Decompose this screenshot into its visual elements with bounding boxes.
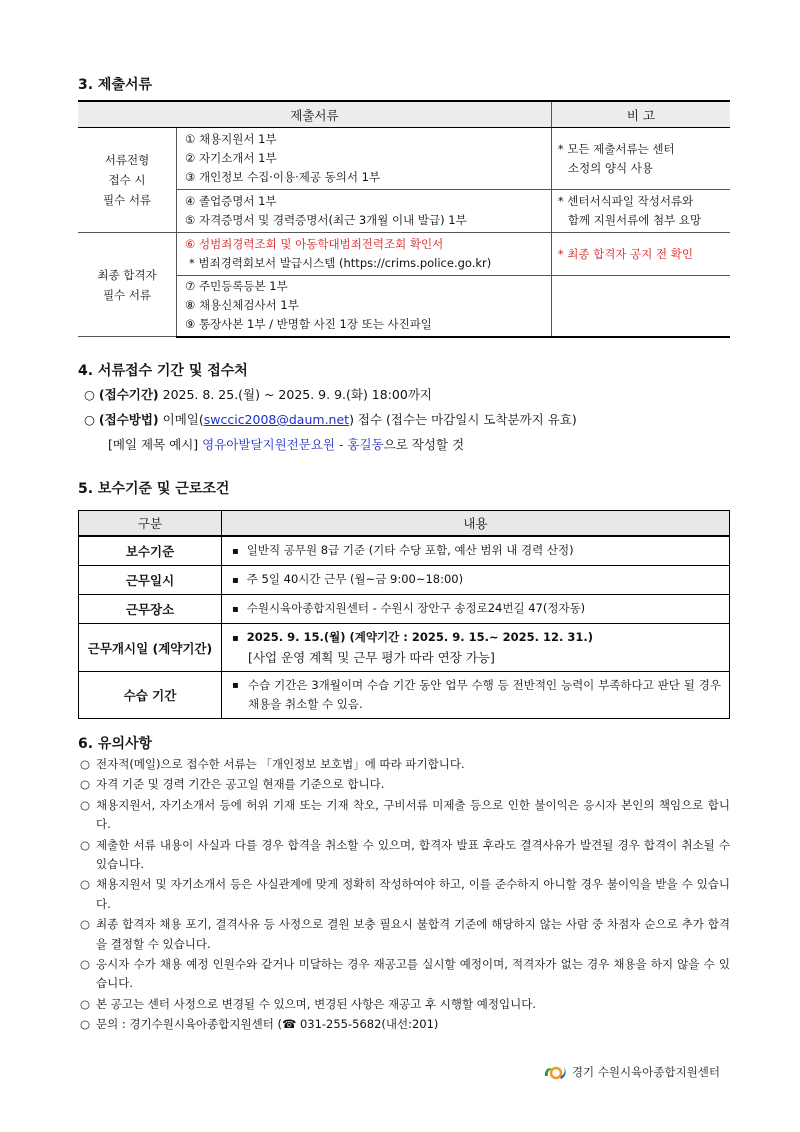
remarks-header: 비 고 (551, 101, 730, 128)
list-item: ○ 문의 : 경기수원시육아종합지원센터 (☎ 031-255-5682(내선:201) (80, 1017, 439, 1032)
section5-title: 5. 보수기준 및 근로조건 (78, 481, 230, 497)
period-line: ○ (접수기간) 2025. 8. 25.(월) ~ 2025. 9. 9.(화) 18:00까지 (84, 387, 432, 402)
row-value: ▪ 수원시육아종합지원센터 - 수원시 장안구 송정로24번길 47(정자동) (222, 595, 730, 624)
group1-note2: * 센터서식파일 작성서류와 함께 지원서류에 첨부 요망 (551, 190, 730, 233)
row-value: ▪ 일반직 공무원 8급 기준 (기타 수당 포함, 예산 범위 내 경력 산정) (222, 536, 730, 566)
row-value: ▪ 주 5일 40시간 근무 (월~금 9:00~18:00) (222, 566, 730, 595)
group2-block2: ⑦ 주민등록등본 1부 ⑧ 채용신체검사서 1부 ⑨ 통장사본 1부 / 반명함 사진 1장 또는 사진파일 (177, 276, 552, 337)
list-item: ○ 자격 기준 및 경력 기간은 공고일 현재를 기준으로 합니다. (80, 777, 385, 792)
row-key: 근무개시일 (계약기간) (79, 624, 222, 672)
notes-list (80, 755, 730, 1036)
row-key: 보수기준 (79, 536, 222, 566)
group1-block2: ④ 졸업증명서 1부 ⑤ 자격증명서 및 경력증명서(최근 3개월 이내 발급) 1부 (177, 190, 552, 233)
list-item: ○ 채용지원서 및 자기소개서 등은 사실관계에 맞게 정확히 작성하여야 하고, 이를 준수하지 아니할 경우 불이익을 받을 수 있습니다. (80, 877, 730, 911)
section4-title: 4. 서류접수 기간 및 접수처 (78, 363, 248, 379)
group2-note1: * 최종 합격자 공지 전 확인 (551, 233, 730, 276)
content-header: 내용 (222, 511, 730, 537)
center-logo-icon (542, 1063, 568, 1081)
group1-block1: ① 채용지원서 1부 ② 자기소개서 1부 ③ 개인정보 수집·이용·제공 동의서 1부 (177, 128, 552, 190)
subject-example-line: [메일 제목 예시] 영유아발달지원전문요원 - 홍길동으로 작성할 것 (108, 437, 465, 452)
group2-block1: ⑥ 성범죄경력조회 및 아동학대범죄전력조회 확인서 * 범죄경력회보서 발급시스템 (https://crims.police.go.kr) (177, 233, 552, 276)
section3-title: 3. 제출서류 (78, 77, 153, 93)
conditions-table (78, 510, 730, 719)
list-item: ○ 응시자 수가 채용 예정 인원수와 같거나 미달하는 경우 재공고를 실시할 예정이며, 적격자가 없는 경우 채용을 하지 않을 수 있습니다. (80, 957, 730, 991)
documents-header: 제출서류 (78, 101, 551, 128)
footer-logo (542, 1063, 720, 1081)
list-item: ○ 채용지원서, 자기소개서 등에 허위 기재 또는 기재 착오, 구비서류 미제출 등으로 인한 불이익은 응시자 본인의 책임으로 합니다. (80, 797, 730, 832)
row-key: 근무장소 (79, 595, 222, 624)
list-item: ○ 전자적(메일)으로 접수한 서류는 「개인정보 보호법」에 따라 파기합니다. (80, 757, 465, 771)
row-key: 근무일시 (79, 566, 222, 595)
section6-title: 6. 유의사항 (78, 736, 153, 752)
group1-label: 서류전형 접수 시 필수 서류 (78, 128, 177, 233)
row-value: ▪ 수습 기간은 3개월이며 수습 기간 동안 업무 수행 등 전반적인 능력이 부족하다고 판단 될 경우 채용을 취소할 수 있음. (222, 672, 730, 719)
list-item: ○ 본 공고는 센터 사정으로 변경될 수 있으며, 변경된 사항은 재공고 후 시행할 예정입니다. (80, 996, 536, 1011)
documents-table (78, 100, 730, 338)
group2-label: 최종 합격자 필수 서류 (78, 233, 177, 337)
group1-note1: * 모든 제출서류는 센터 소정의 양식 사용 (551, 128, 730, 190)
email-link[interactable]: swccic2008@daum.net (203, 412, 350, 427)
list-item: ○ 최종 합격자 채용 포기, 결격사유 등 사정으로 결원 보충 필요시 불합격 기준에 해당하지 않는 사람 중 차점자 순으로 추가 합격을 결정할 수 있습니다. (80, 917, 730, 951)
method-line: ○ (접수방법) 이메일(swccic2008@daum.net) 접수 (접수는 마감일시 도착분까지 유효) (84, 412, 577, 427)
group2-note2-empty (551, 276, 730, 337)
category-header: 구분 (79, 511, 222, 537)
row-key: 수습 기간 (79, 672, 222, 719)
footer-logo-text: 경기 수원시육아종합지원센터 (571, 1065, 720, 1079)
list-item: ○ 제출한 서류 내용이 사실과 다를 경우 합격을 취소할 수 있으며, 합격자 발표 후라도 결격사유가 발견될 경우 합격이 취소될 수 있습니다. (80, 837, 730, 872)
row-value: ▪ 2025. 9. 15.(월) (계약기간 : 2025. 9. 15.~ 2025. 12. 31.) [사업 운영 계획 및 근무 평가 따라 연장 가능] (222, 624, 730, 672)
